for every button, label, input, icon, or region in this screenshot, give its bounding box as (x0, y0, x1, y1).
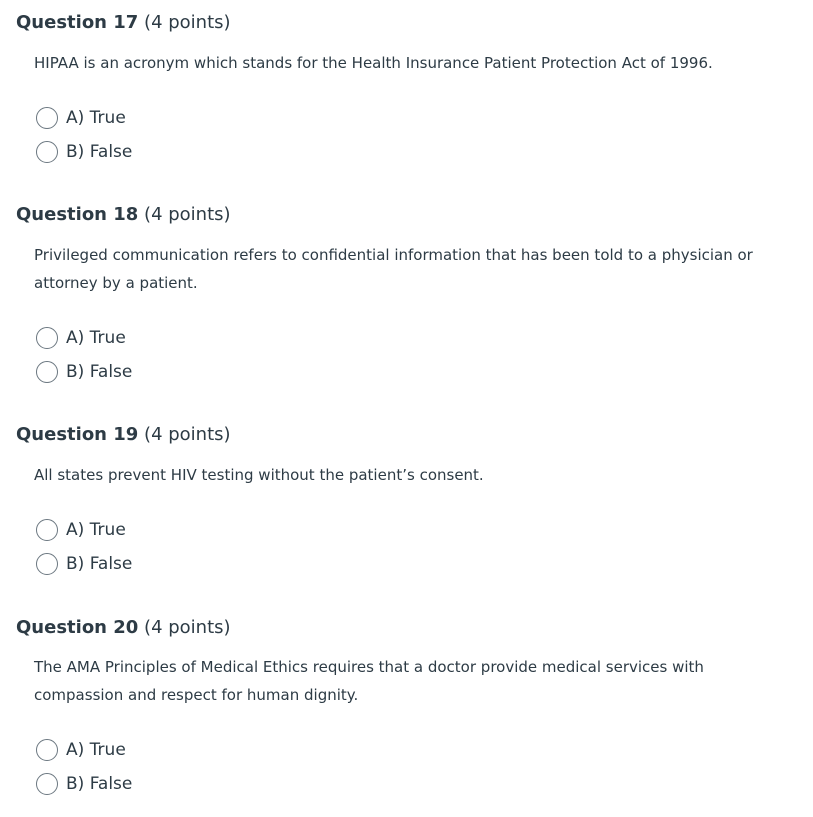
radio-button[interactable] (36, 519, 58, 541)
option-label: B) False (66, 774, 133, 794)
question-points: (4 points) (144, 12, 231, 33)
question-points: (4 points) (144, 424, 231, 445)
option-false[interactable] (36, 771, 132, 797)
radio-button[interactable] (36, 773, 58, 795)
option-true[interactable] (36, 105, 126, 131)
radio-button[interactable] (36, 553, 58, 575)
option-label: B) False (66, 554, 133, 574)
radio-button[interactable] (36, 327, 58, 349)
option-label: A) True (66, 740, 126, 760)
radio-button[interactable] (36, 361, 58, 383)
radio-button[interactable] (36, 107, 58, 129)
option-label: A) True (66, 520, 126, 540)
question-title: Question 17 (16, 12, 139, 33)
radio-button[interactable] (36, 739, 58, 761)
question-text: HIPAA is an acronym which stands for the Health Insurance Patient Protection Act of 1996. (34, 54, 713, 72)
option-label: B) False (66, 362, 133, 382)
option-label: B) False (66, 142, 133, 162)
option-false[interactable] (36, 139, 132, 165)
question-title: Question 18 (16, 204, 139, 225)
question-header (16, 11, 231, 35)
question-title: Question 19 (16, 424, 139, 445)
option-true[interactable] (36, 325, 126, 351)
option-true[interactable] (36, 737, 126, 763)
question-header (16, 203, 231, 227)
question-points: (4 points) (144, 204, 231, 225)
question-text: The AMA Principles of Medical Ethics requires that a doctor provide medical services with compassion and respect for human dignity. (34, 658, 704, 704)
question-text: Privileged communication refers to confidential information that has been told to a physician or attorney by a patient. (34, 246, 753, 292)
option-false[interactable] (36, 551, 132, 577)
question-header (16, 423, 231, 447)
radio-button[interactable] (36, 141, 58, 163)
question-text: All states prevent HIV testing without the patient’s consent. (34, 466, 484, 484)
option-label: A) True (66, 328, 126, 348)
option-true[interactable] (36, 517, 126, 543)
question-points: (4 points) (144, 617, 231, 638)
question-header (16, 616, 231, 640)
option-label: A) True (66, 108, 126, 128)
option-false[interactable] (36, 359, 132, 385)
question-title: Question 20 (16, 617, 139, 638)
